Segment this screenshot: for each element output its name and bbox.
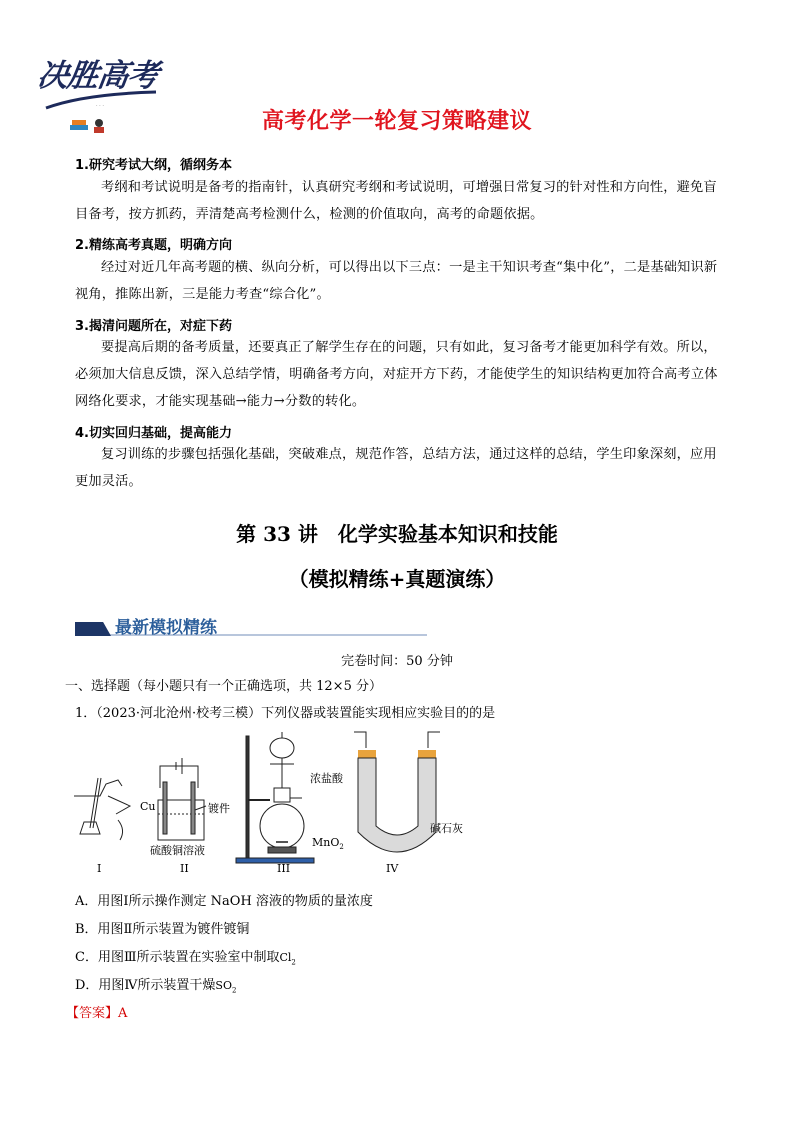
question-stem: 1．（2023·河北沧州·校考三模）下列仪器或装置能实现相应实验目的的是 <box>75 706 496 721</box>
option-b: B．用图Ⅱ所示装置为镀件镀铜 <box>75 922 250 937</box>
section-body-3: 要提高后期的备考质量，还要真正了解学生存在的问题，只有如此，复习备考才能更加科学有效。所以，必须加大信息反馈，深入总结学情，明确备考方向，对症开方下药，才能使学生的知识结构更加符合高考立体网络化要求，才能实现基础→能力→分数的转化。 <box>75 340 718 409</box>
label-hcl: 浓盐酸 <box>310 772 343 785</box>
page-title: 高考化学一轮复习策略建议 <box>261 109 532 134</box>
option-d-text: D．用图Ⅳ所示装置干燥 <box>75 978 216 993</box>
lecture-title: 第 33 讲 化学实验基本知识和技能 <box>236 522 558 546</box>
section-bar-label: 最新模拟精练 <box>115 618 217 638</box>
option-c-formula: Cl <box>279 951 292 964</box>
fig-label-3: III <box>277 862 291 875</box>
label-mno2-text: MnO <box>312 836 340 849</box>
answer <box>66 1002 127 1021</box>
figure-3-chlorine-generator <box>236 732 314 863</box>
exam-time: 完卷时间：50 分钟 <box>341 654 453 669</box>
option-c-text: C．用图Ⅲ所示装置在实验室中制取 <box>75 950 280 965</box>
label-plated: 镀件 <box>208 802 230 815</box>
label-soda-lime: 碱石灰 <box>430 822 463 835</box>
figure-4-u-tube <box>354 732 440 852</box>
option-a: A．用图Ⅰ所示操作测定 NaOH 溶液的物质的量浓度 <box>75 894 373 909</box>
label-solution: 硫酸铜溶液 <box>150 844 205 857</box>
lecture-subtitle: （模拟精练+真题演练） <box>288 567 506 591</box>
answer-value: A <box>118 1006 128 1021</box>
label-cu: Cu <box>140 800 156 813</box>
section-heading-1: 1.研究考试大纲，循纲务本 <box>75 158 232 173</box>
option-c-sub: 2 <box>291 958 296 967</box>
section-bar-marker <box>75 622 111 636</box>
section-bar <box>75 614 427 636</box>
section-heading-4: 4.切实回归基础，提高能力 <box>75 426 232 441</box>
figure-2-electroplating <box>158 758 206 840</box>
part-heading: 一、选择题（每小题只有一个正确选项，共 12×5 分） <box>65 679 382 694</box>
fig-label-2: II <box>180 862 189 875</box>
option-d-formula: SO <box>215 979 232 992</box>
section-heading-2: 2.精练高考真题，明确方向 <box>75 238 232 253</box>
label-mno2-sub: 2 <box>339 843 344 852</box>
label-mno2 <box>312 836 344 851</box>
section-body-2: 经过对近几年高考题的横、纵向分析，可以得出以下三点：一是主干知识考查“集中化”，二是基础知识新视角，推陈出新，三是能力考查“综合化”。 <box>75 260 718 302</box>
apparatus-figure <box>70 722 490 882</box>
section-body-1: 考纲和考试说明是备考的指南针，认真研究考纲和考试说明，可增强日常复习的针对性和方向性，避免盲目备考，按方抓药，弄清楚高考检测什么，检测的价值取向，高考的命题依据。 <box>75 180 717 222</box>
section-body-4: 复习训练的步骤包括强化基础，突破难点，规范作答，总结方法，通过这样的总结，学生印象深刻，应用更加灵活。 <box>75 447 717 489</box>
logo-text: 决胜高考 <box>34 58 161 94</box>
figure-1-titration <box>74 778 130 840</box>
fig-label-4: IV <box>386 862 399 875</box>
option-d <box>75 974 236 995</box>
option-d-sub: 2 <box>231 986 237 995</box>
fig-label-1: I <box>97 862 102 875</box>
section-heading-3: 3.揭清问题所在，对症下药 <box>75 319 232 334</box>
answer-label: 【答案】 <box>66 1006 119 1021</box>
svg-text:. . .: . . . <box>96 102 104 108</box>
option-c <box>75 946 296 967</box>
